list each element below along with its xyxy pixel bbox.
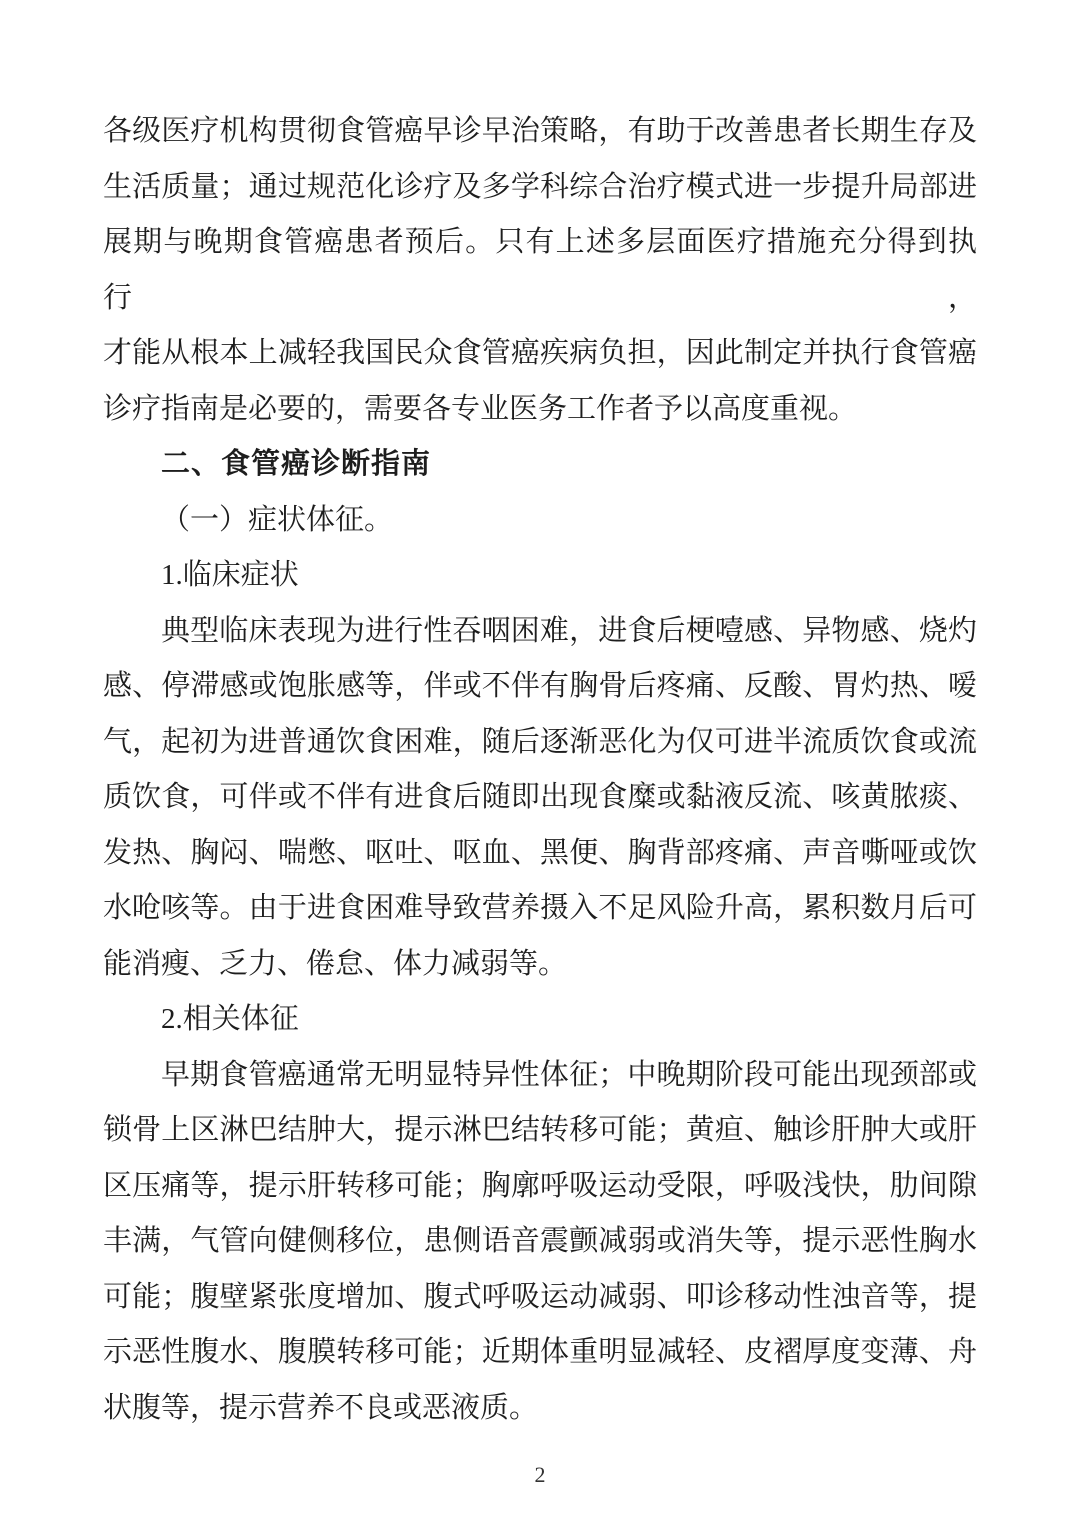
text-line: 状腹等，提示营养不良或恶液质。 xyxy=(103,1391,539,1424)
text-line: 感、停滞感或饱胀感等，伴或不伴有胸骨后疼痛、反酸、胃灼热、嗳 xyxy=(103,670,977,702)
item-heading-related-signs xyxy=(103,992,977,1048)
text-line: 质饮食，可伴或不伴有进食后随即出现食糜或黏液反流、咳黄脓痰、 xyxy=(103,781,977,813)
text-line: 诊疗指南是必要的，需要各专业医务工作者予以高度重视。 xyxy=(103,392,858,425)
text-line: 才能从根本上减轻我国民众食管癌疾病负担，因此制定并执行食管癌 xyxy=(103,337,977,369)
text-line: 示恶性腹水、腹膜转移可能；近期体重明显减轻、皮褶厚度变薄、舟 xyxy=(103,1336,977,1368)
text-line: 典型临床表现为进行性吞咽困难，进食后梗噎感、异物感、烧灼 xyxy=(161,614,977,647)
clinical-symptoms-paragraph xyxy=(103,604,977,993)
text-line: 二、食管癌诊断指南 xyxy=(161,448,432,480)
text-line: 丰满，气管向健侧移位，患侧语音震颤减弱或消失等，提示恶性胸水 xyxy=(103,1225,977,1257)
text-line: 发热、胸闷、喘憋、呕吐、呕血、黑便、胸背部疼痛、声音嘶哑或饮 xyxy=(103,836,977,869)
page-number: 2 xyxy=(534,1462,546,1487)
text-line: 各级医疗机构贯彻食管癌早诊早治策略，有助于改善患者长期生存及 xyxy=(103,115,977,147)
text-line: 水呛咳等。由于进食困难导致营养摄入不足风险升高，累积数月后可 xyxy=(103,892,977,924)
intro-paragraph xyxy=(103,104,977,437)
text-line: 能消瘦、乏力、倦怠、体力减弱等。 xyxy=(103,947,568,980)
text-line: 早期食管癌通常无明显特异性体征；中晚期阶段可能出现颈部或 xyxy=(161,1058,977,1091)
item-heading-clinical-symptoms xyxy=(103,548,977,604)
text-line: 生活质量；通过规范化诊疗及多学科综合治疗模式进一步提升局部进 xyxy=(103,170,977,203)
text-line: 展期与晚期食管癌患者预后。只有上述多层面医疗措施充分得到执行， xyxy=(103,226,977,314)
text-line: 锁骨上区淋巴结肿大，提示淋巴结转移可能；黄疸、触诊肝肿大或肝 xyxy=(103,1114,977,1146)
text-line: 气，起初为进普通饮食困难，随后逐渐恶化为仅可进半流质饮食或流 xyxy=(103,725,977,758)
text-line: （一）症状体征。 xyxy=(161,503,394,536)
section-heading-diagnosis-guide xyxy=(103,437,977,493)
text-line: 区压痛等，提示肝转移可能；胸廓呼吸运动受限，呼吸浅快，肋间隙 xyxy=(103,1169,977,1202)
subsection-heading-symptoms-signs xyxy=(103,493,977,549)
related-signs-paragraph xyxy=(103,1048,977,1437)
text-line: 可能；腹壁紧张度增加、腹式呼吸运动减弱、叩诊移动性浊音等，提 xyxy=(103,1280,977,1313)
text-line: 1.临床症状 xyxy=(161,559,299,591)
text-line: 2.相关体征 xyxy=(161,1003,299,1035)
